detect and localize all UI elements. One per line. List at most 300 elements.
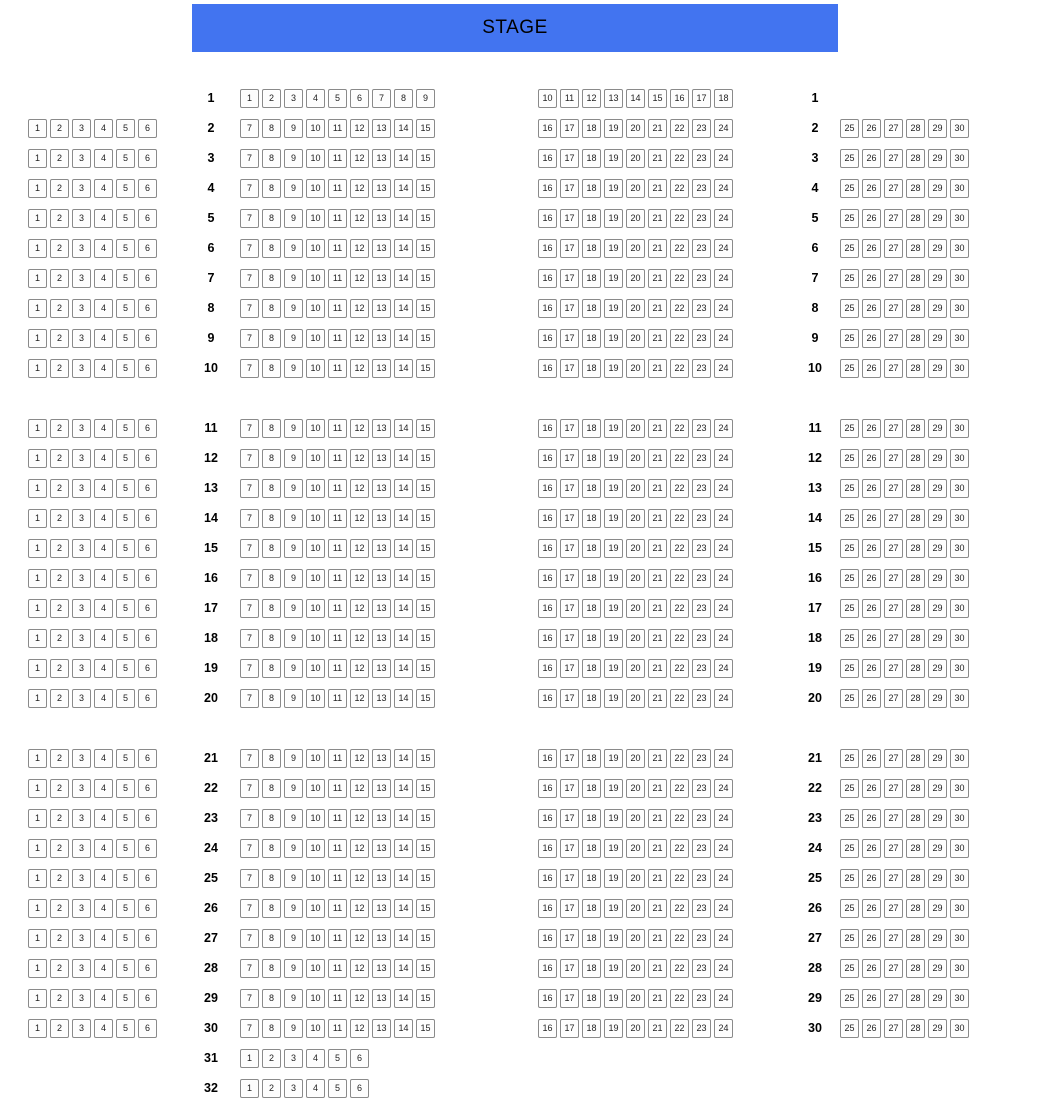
seat[interactable]: 4 [94, 569, 113, 588]
seat[interactable]: 22 [670, 629, 689, 648]
seat[interactable]: 17 [560, 149, 579, 168]
seat[interactable]: 13 [372, 299, 391, 318]
seat[interactable]: 26 [862, 899, 881, 918]
seat[interactable]: 10 [306, 959, 325, 978]
seat[interactable]: 27 [884, 149, 903, 168]
seat[interactable]: 24 [714, 749, 733, 768]
seat[interactable]: 4 [306, 89, 325, 108]
seat[interactable]: 10 [306, 239, 325, 258]
seat[interactable]: 7 [240, 419, 259, 438]
seat[interactable]: 4 [94, 839, 113, 858]
seat[interactable]: 4 [94, 1019, 113, 1038]
seat[interactable]: 15 [648, 89, 667, 108]
seat[interactable]: 9 [284, 479, 303, 498]
seat[interactable]: 19 [604, 329, 623, 348]
seat[interactable]: 14 [394, 659, 413, 678]
seat[interactable]: 25 [840, 749, 859, 768]
seat[interactable]: 18 [582, 299, 601, 318]
seat[interactable]: 25 [840, 179, 859, 198]
seat[interactable]: 12 [350, 149, 369, 168]
seat[interactable]: 9 [284, 569, 303, 588]
seat[interactable]: 15 [416, 149, 435, 168]
seat[interactable]: 26 [862, 959, 881, 978]
seat[interactable]: 9 [284, 329, 303, 348]
seat[interactable]: 25 [840, 269, 859, 288]
seat[interactable]: 29 [928, 989, 947, 1008]
seat[interactable]: 3 [72, 839, 91, 858]
seat[interactable]: 27 [884, 929, 903, 948]
seat[interactable]: 23 [692, 869, 711, 888]
seat[interactable]: 28 [906, 989, 925, 1008]
seat[interactable]: 20 [626, 959, 645, 978]
seat[interactable]: 30 [950, 239, 969, 258]
seat[interactable]: 12 [350, 239, 369, 258]
seat[interactable]: 29 [928, 149, 947, 168]
seat[interactable]: 2 [50, 479, 69, 498]
seat[interactable]: 18 [582, 749, 601, 768]
seat[interactable]: 30 [950, 329, 969, 348]
seat[interactable]: 21 [648, 839, 667, 858]
seat[interactable]: 13 [372, 899, 391, 918]
seat[interactable]: 3 [72, 659, 91, 678]
seat[interactable]: 5 [116, 359, 135, 378]
seat[interactable]: 24 [714, 599, 733, 618]
seat[interactable]: 1 [28, 449, 47, 468]
seat[interactable]: 17 [560, 599, 579, 618]
seat[interactable]: 2 [50, 599, 69, 618]
seat[interactable]: 7 [240, 629, 259, 648]
seat[interactable]: 9 [284, 809, 303, 828]
seat[interactable]: 11 [328, 209, 347, 228]
seat[interactable]: 23 [692, 749, 711, 768]
seat[interactable]: 6 [138, 959, 157, 978]
seat[interactable]: 24 [714, 269, 733, 288]
seat[interactable]: 20 [626, 599, 645, 618]
seat[interactable]: 25 [840, 119, 859, 138]
seat[interactable]: 23 [692, 929, 711, 948]
seat[interactable]: 4 [94, 869, 113, 888]
seat[interactable]: 14 [394, 809, 413, 828]
seat[interactable]: 24 [714, 569, 733, 588]
seat[interactable]: 20 [626, 329, 645, 348]
seat[interactable]: 21 [648, 479, 667, 498]
seat[interactable]: 4 [94, 749, 113, 768]
seat[interactable]: 2 [50, 749, 69, 768]
seat[interactable]: 3 [72, 329, 91, 348]
seat[interactable]: 2 [50, 989, 69, 1008]
seat[interactable]: 3 [72, 929, 91, 948]
seat[interactable]: 10 [306, 449, 325, 468]
seat[interactable]: 16 [538, 569, 557, 588]
seat[interactable]: 7 [240, 689, 259, 708]
seat[interactable]: 23 [692, 809, 711, 828]
seat[interactable]: 11 [328, 629, 347, 648]
seat[interactable]: 30 [950, 569, 969, 588]
seat[interactable]: 6 [138, 149, 157, 168]
seat[interactable]: 2 [50, 449, 69, 468]
seat[interactable]: 27 [884, 779, 903, 798]
seat[interactable]: 28 [906, 599, 925, 618]
seat[interactable]: 1 [28, 899, 47, 918]
seat[interactable]: 14 [394, 989, 413, 1008]
seat[interactable]: 11 [328, 989, 347, 1008]
seat[interactable]: 28 [906, 119, 925, 138]
seat[interactable]: 10 [306, 179, 325, 198]
seat[interactable]: 15 [416, 359, 435, 378]
seat[interactable]: 12 [350, 959, 369, 978]
seat[interactable]: 26 [862, 329, 881, 348]
seat[interactable]: 13 [372, 209, 391, 228]
seat[interactable]: 28 [906, 629, 925, 648]
seat[interactable]: 29 [928, 479, 947, 498]
seat[interactable]: 22 [670, 959, 689, 978]
seat[interactable]: 20 [626, 179, 645, 198]
seat[interactable]: 23 [692, 359, 711, 378]
seat[interactable]: 23 [692, 119, 711, 138]
seat[interactable]: 24 [714, 479, 733, 498]
seat[interactable]: 25 [840, 839, 859, 858]
seat[interactable]: 22 [670, 599, 689, 618]
seat[interactable]: 30 [950, 869, 969, 888]
seat[interactable]: 13 [372, 569, 391, 588]
seat[interactable]: 14 [394, 149, 413, 168]
seat[interactable]: 10 [306, 569, 325, 588]
seat[interactable]: 16 [538, 689, 557, 708]
seat[interactable]: 29 [928, 539, 947, 558]
seat[interactable]: 6 [138, 809, 157, 828]
seat[interactable]: 9 [284, 749, 303, 768]
seat[interactable]: 10 [306, 629, 325, 648]
seat[interactable]: 22 [670, 779, 689, 798]
seat[interactable]: 7 [240, 899, 259, 918]
seat[interactable]: 15 [416, 659, 435, 678]
seat[interactable]: 4 [94, 479, 113, 498]
seat[interactable]: 2 [50, 509, 69, 528]
seat[interactable]: 2 [50, 419, 69, 438]
seat[interactable]: 30 [950, 659, 969, 678]
seat[interactable]: 23 [692, 959, 711, 978]
seat[interactable]: 27 [884, 899, 903, 918]
seat[interactable]: 12 [350, 899, 369, 918]
seat[interactable]: 2 [50, 569, 69, 588]
seat[interactable]: 15 [416, 479, 435, 498]
seat[interactable]: 30 [950, 149, 969, 168]
seat[interactable]: 3 [72, 449, 91, 468]
seat[interactable]: 17 [560, 299, 579, 318]
seat[interactable]: 16 [538, 419, 557, 438]
seat[interactable]: 3 [284, 1079, 303, 1098]
seat[interactable]: 4 [94, 809, 113, 828]
seat[interactable]: 3 [72, 359, 91, 378]
seat[interactable]: 26 [862, 929, 881, 948]
seat[interactable]: 23 [692, 329, 711, 348]
seat[interactable]: 5 [116, 569, 135, 588]
seat[interactable]: 1 [28, 929, 47, 948]
seat[interactable]: 20 [626, 419, 645, 438]
seat[interactable]: 1 [28, 779, 47, 798]
seat[interactable]: 18 [582, 869, 601, 888]
seat[interactable]: 8 [262, 899, 281, 918]
seat[interactable]: 24 [714, 779, 733, 798]
seat[interactable]: 10 [306, 359, 325, 378]
seat[interactable]: 18 [582, 959, 601, 978]
seat[interactable]: 11 [328, 359, 347, 378]
seat[interactable]: 19 [604, 299, 623, 318]
seat[interactable]: 27 [884, 419, 903, 438]
seat[interactable]: 8 [262, 299, 281, 318]
seat[interactable]: 16 [538, 209, 557, 228]
seat[interactable]: 1 [28, 599, 47, 618]
seat[interactable]: 20 [626, 149, 645, 168]
seat[interactable]: 6 [138, 779, 157, 798]
seat[interactable]: 27 [884, 989, 903, 1008]
seat[interactable]: 9 [416, 89, 435, 108]
seat[interactable]: 11 [328, 839, 347, 858]
seat[interactable]: 21 [648, 539, 667, 558]
seat[interactable]: 30 [950, 839, 969, 858]
seat[interactable]: 13 [372, 659, 391, 678]
seat[interactable]: 11 [328, 1019, 347, 1038]
seat[interactable]: 13 [372, 629, 391, 648]
seat[interactable]: 11 [328, 149, 347, 168]
seat[interactable]: 28 [906, 479, 925, 498]
seat[interactable]: 2 [50, 359, 69, 378]
seat[interactable]: 9 [284, 539, 303, 558]
seat[interactable]: 6 [138, 509, 157, 528]
seat[interactable]: 13 [372, 599, 391, 618]
seat[interactable]: 18 [582, 269, 601, 288]
seat[interactable]: 27 [884, 959, 903, 978]
seat[interactable]: 28 [906, 929, 925, 948]
seat[interactable]: 6 [138, 239, 157, 258]
seat[interactable]: 22 [670, 539, 689, 558]
seat[interactable]: 19 [604, 779, 623, 798]
seat[interactable]: 13 [372, 449, 391, 468]
seat[interactable]: 16 [538, 539, 557, 558]
seat[interactable]: 25 [840, 329, 859, 348]
seat[interactable]: 14 [394, 359, 413, 378]
seat[interactable]: 20 [626, 509, 645, 528]
seat[interactable]: 7 [240, 449, 259, 468]
seat[interactable]: 28 [906, 539, 925, 558]
seat[interactable]: 4 [94, 419, 113, 438]
seat[interactable]: 10 [306, 899, 325, 918]
seat[interactable]: 22 [670, 929, 689, 948]
seat[interactable]: 24 [714, 329, 733, 348]
seat[interactable]: 23 [692, 569, 711, 588]
seat[interactable]: 23 [692, 179, 711, 198]
seat[interactable]: 19 [604, 629, 623, 648]
seat[interactable]: 12 [350, 539, 369, 558]
seat[interactable]: 5 [116, 539, 135, 558]
seat[interactable]: 7 [240, 959, 259, 978]
seat[interactable]: 16 [538, 929, 557, 948]
seat[interactable]: 2 [50, 269, 69, 288]
seat[interactable]: 24 [714, 809, 733, 828]
seat[interactable]: 21 [648, 209, 667, 228]
seat[interactable]: 3 [72, 239, 91, 258]
seat[interactable]: 2 [50, 1019, 69, 1038]
seat[interactable]: 8 [262, 869, 281, 888]
seat[interactable]: 3 [72, 479, 91, 498]
seat[interactable]: 26 [862, 599, 881, 618]
seat[interactable]: 7 [240, 869, 259, 888]
seat[interactable]: 17 [560, 869, 579, 888]
seat[interactable]: 16 [538, 989, 557, 1008]
seat[interactable]: 15 [416, 209, 435, 228]
seat[interactable]: 4 [94, 299, 113, 318]
seat[interactable]: 21 [648, 1019, 667, 1038]
seat[interactable]: 17 [560, 569, 579, 588]
seat[interactable]: 8 [262, 419, 281, 438]
seat[interactable]: 22 [670, 419, 689, 438]
seat[interactable]: 19 [604, 839, 623, 858]
seat[interactable]: 29 [928, 599, 947, 618]
seat[interactable]: 9 [284, 929, 303, 948]
seat[interactable]: 21 [648, 629, 667, 648]
seat[interactable]: 19 [604, 959, 623, 978]
seat[interactable]: 22 [670, 809, 689, 828]
seat[interactable]: 16 [538, 479, 557, 498]
seat[interactable]: 5 [116, 599, 135, 618]
seat[interactable]: 29 [928, 779, 947, 798]
seat[interactable]: 28 [906, 869, 925, 888]
seat[interactable]: 24 [714, 629, 733, 648]
seat[interactable]: 22 [670, 479, 689, 498]
seat[interactable]: 2 [50, 119, 69, 138]
seat[interactable]: 7 [240, 749, 259, 768]
seat[interactable]: 16 [538, 509, 557, 528]
seat[interactable]: 28 [906, 299, 925, 318]
seat[interactable]: 24 [714, 539, 733, 558]
seat[interactable]: 28 [906, 569, 925, 588]
seat[interactable]: 29 [928, 239, 947, 258]
seat[interactable]: 9 [284, 149, 303, 168]
seat[interactable]: 14 [626, 89, 645, 108]
seat[interactable]: 10 [306, 149, 325, 168]
seat[interactable]: 13 [372, 539, 391, 558]
seat[interactable]: 12 [350, 119, 369, 138]
seat[interactable]: 8 [394, 89, 413, 108]
seat[interactable]: 17 [560, 959, 579, 978]
seat[interactable]: 30 [950, 359, 969, 378]
seat[interactable]: 8 [262, 149, 281, 168]
seat[interactable]: 29 [928, 419, 947, 438]
seat[interactable]: 16 [670, 89, 689, 108]
seat[interactable]: 10 [306, 809, 325, 828]
seat[interactable]: 27 [884, 1019, 903, 1038]
seat[interactable]: 10 [306, 1019, 325, 1038]
seat[interactable]: 24 [714, 869, 733, 888]
seat[interactable]: 5 [116, 929, 135, 948]
seat[interactable]: 14 [394, 839, 413, 858]
seat[interactable]: 16 [538, 269, 557, 288]
seat[interactable]: 8 [262, 179, 281, 198]
seat[interactable]: 17 [560, 449, 579, 468]
seat[interactable]: 3 [72, 779, 91, 798]
seat[interactable]: 1 [28, 179, 47, 198]
seat[interactable]: 6 [138, 599, 157, 618]
seat[interactable]: 19 [604, 449, 623, 468]
seat[interactable]: 3 [72, 509, 91, 528]
seat[interactable]: 10 [306, 209, 325, 228]
seat[interactable]: 3 [72, 629, 91, 648]
seat[interactable]: 9 [284, 299, 303, 318]
seat[interactable]: 10 [306, 599, 325, 618]
seat[interactable]: 1 [28, 269, 47, 288]
seat[interactable]: 5 [116, 239, 135, 258]
seat[interactable]: 9 [284, 509, 303, 528]
seat[interactable]: 24 [714, 959, 733, 978]
seat[interactable]: 26 [862, 659, 881, 678]
seat[interactable]: 2 [50, 929, 69, 948]
seat[interactable]: 15 [416, 449, 435, 468]
seat[interactable]: 21 [648, 749, 667, 768]
seat[interactable]: 14 [394, 419, 413, 438]
seat[interactable]: 3 [72, 689, 91, 708]
seat[interactable]: 26 [862, 449, 881, 468]
seat[interactable]: 27 [884, 599, 903, 618]
seat[interactable]: 27 [884, 269, 903, 288]
seat[interactable]: 18 [582, 1019, 601, 1038]
seat[interactable]: 25 [840, 299, 859, 318]
seat[interactable]: 20 [626, 929, 645, 948]
seat[interactable]: 20 [626, 809, 645, 828]
seat[interactable]: 12 [350, 449, 369, 468]
seat[interactable]: 23 [692, 419, 711, 438]
seat[interactable]: 17 [560, 629, 579, 648]
seat[interactable]: 10 [306, 689, 325, 708]
seat[interactable]: 4 [94, 599, 113, 618]
seat[interactable]: 25 [840, 1019, 859, 1038]
seat[interactable]: 11 [328, 929, 347, 948]
seat[interactable]: 9 [284, 359, 303, 378]
seat[interactable]: 5 [116, 629, 135, 648]
seat[interactable]: 22 [670, 329, 689, 348]
seat[interactable]: 6 [138, 989, 157, 1008]
seat[interactable]: 26 [862, 1019, 881, 1038]
seat[interactable]: 1 [28, 989, 47, 1008]
seat[interactable]: 16 [538, 959, 557, 978]
seat[interactable]: 2 [50, 959, 69, 978]
seat[interactable]: 18 [582, 209, 601, 228]
seat[interactable]: 6 [138, 539, 157, 558]
seat[interactable]: 5 [116, 119, 135, 138]
seat[interactable]: 29 [928, 839, 947, 858]
seat[interactable]: 13 [372, 119, 391, 138]
seat[interactable]: 4 [94, 269, 113, 288]
seat[interactable]: 24 [714, 299, 733, 318]
seat[interactable]: 7 [240, 479, 259, 498]
seat[interactable]: 14 [394, 749, 413, 768]
seat[interactable]: 2 [262, 1049, 281, 1068]
seat[interactable]: 2 [50, 149, 69, 168]
seat[interactable]: 7 [240, 1019, 259, 1038]
seat[interactable]: 5 [116, 269, 135, 288]
seat[interactable]: 30 [950, 809, 969, 828]
seat[interactable]: 27 [884, 329, 903, 348]
seat[interactable]: 26 [862, 809, 881, 828]
seat[interactable]: 29 [928, 689, 947, 708]
seat[interactable]: 22 [670, 449, 689, 468]
seat[interactable]: 29 [928, 209, 947, 228]
seat[interactable]: 30 [950, 539, 969, 558]
seat[interactable]: 25 [840, 989, 859, 1008]
seat[interactable]: 1 [28, 569, 47, 588]
seat[interactable]: 6 [138, 869, 157, 888]
seat[interactable]: 7 [240, 989, 259, 1008]
seat[interactable]: 9 [284, 269, 303, 288]
